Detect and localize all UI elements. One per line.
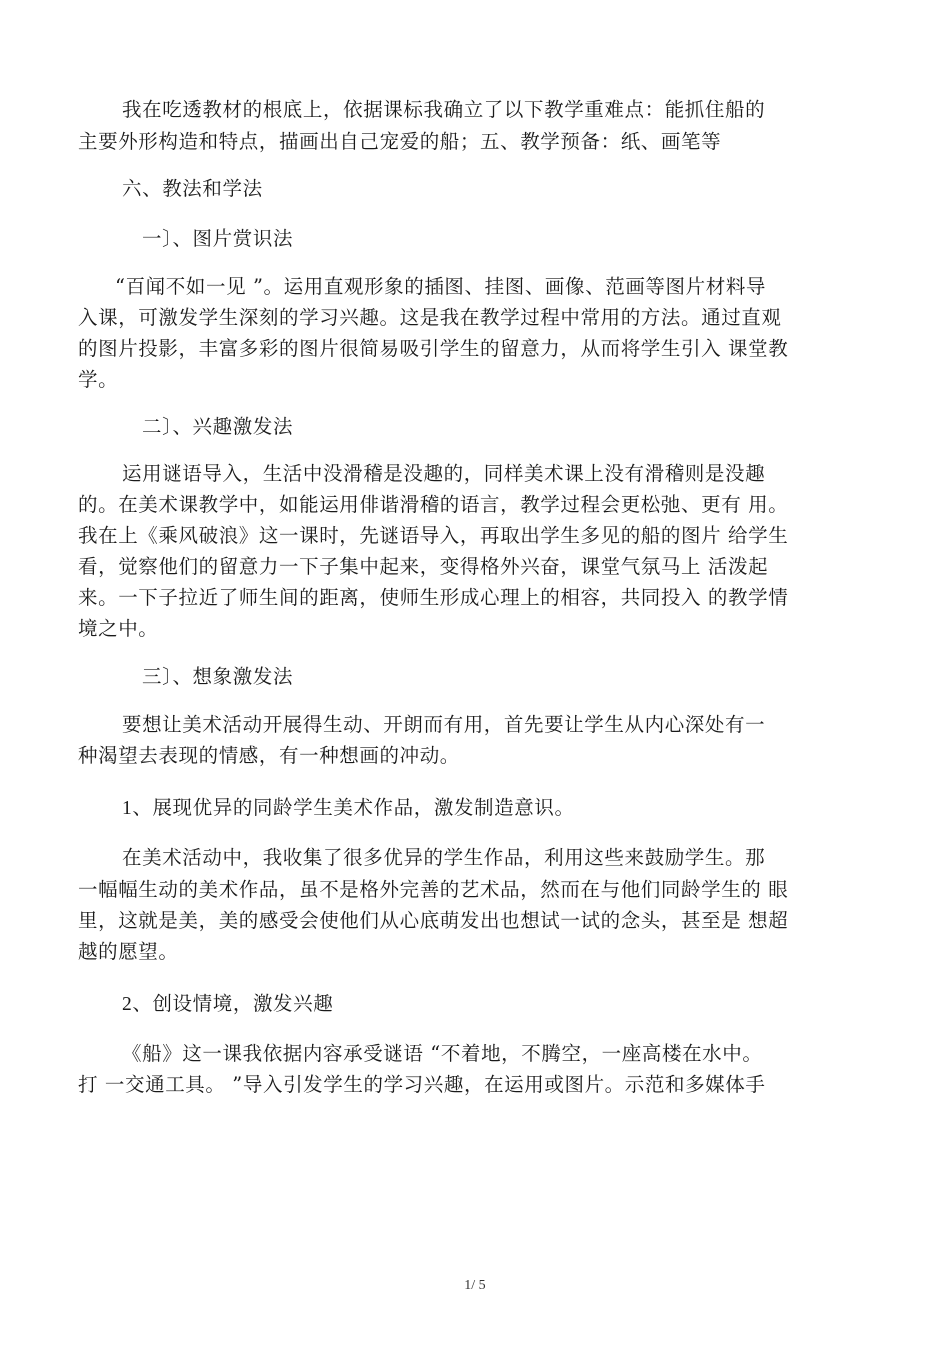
text-line: 要想让美术活动开展得生动、开朗而有用，首先要让学生从内心深处有一	[122, 713, 766, 736]
text-line: 看，觉察他们的留意力一下子集中起来，变得格外兴奋，课堂气氛马上 活泼起	[78, 555, 769, 578]
text-line: 一幅幅生动的美术作品，虽不是格外完善的艺术品，然而在与他们同龄学生的 眼	[78, 878, 789, 901]
subsection-heading: 一〕、图片赏识法	[142, 227, 294, 250]
text-line: 打 一交通工具。 ”导入引发学生的学习兴趣，在运用或图片。示范和多媒体手	[78, 1073, 766, 1096]
text-line: 运用谜语导入，生活中没滑稽是没趣的，同样美术课上没有滑稽则是没趣	[122, 462, 766, 485]
page-number: 1/ 5	[464, 1278, 486, 1293]
subsection-heading: 三〕、想象激发法	[142, 665, 294, 688]
text-line: 学。	[78, 368, 119, 391]
subsection-heading: 二〕、兴趣激发法	[142, 415, 294, 438]
text-line: 越的愿望。	[78, 940, 179, 963]
text-line: 种渴望去表现的情感，有一种想画的冲动。	[78, 744, 460, 767]
text-line: 《船》这一课我依据内容承受谜语 “不着地，不腾空，一座高楼在水中。	[122, 1042, 763, 1065]
numbered-heading: 1、展现优异的同龄学生美术作品，激发制造意识。	[122, 798, 575, 819]
text-line: 入课，可激发学生深刻的学习兴趣。这是我在教学过程中常用的方法。通过直观	[78, 306, 782, 329]
text-line: 主要外形构造和特点，描画出自己宠爱的船；五、教学预备：纸、画笔等	[78, 130, 722, 153]
text-line: 我在吃透教材的根底上，依据课标我确立了以下教学重难点：能抓住船的	[122, 98, 766, 121]
section-heading: 六、教法和学法	[122, 177, 263, 200]
numbered-heading: 2、创设情境，激发兴趣	[122, 994, 334, 1015]
text-line: 在美术活动中，我收集了很多优异的学生作品，利用这些来鼓励学生。那	[122, 846, 766, 869]
text-line: 我在上《乘风破浪》这一课时，先谜语导入，再取出学生多见的船的图片 给学生	[78, 524, 789, 547]
text-line: 里，这就是美，美的感受会使他们从心底萌发出也想试一试的念头，甚至是 想超	[78, 909, 789, 932]
text-line: 的。在美术课教学中，如能运用俳谐滑稽的语言，教学过程会更松弛、更有 用。	[78, 493, 789, 516]
text-line: 来。一下子拉近了师生间的距离，使师生形成心理上的相容，共同投入 的教学情	[78, 586, 789, 609]
text-line: 境之中。	[78, 617, 159, 640]
text-line: “百闻不如一见 ”。运用直观形象的插图、挂图、画像、范画等图片材料导	[115, 275, 767, 298]
text-line: 的图片投影，丰富多彩的图片很简易吸引学生的留意力，从而将学生引入 课堂教	[78, 337, 789, 360]
